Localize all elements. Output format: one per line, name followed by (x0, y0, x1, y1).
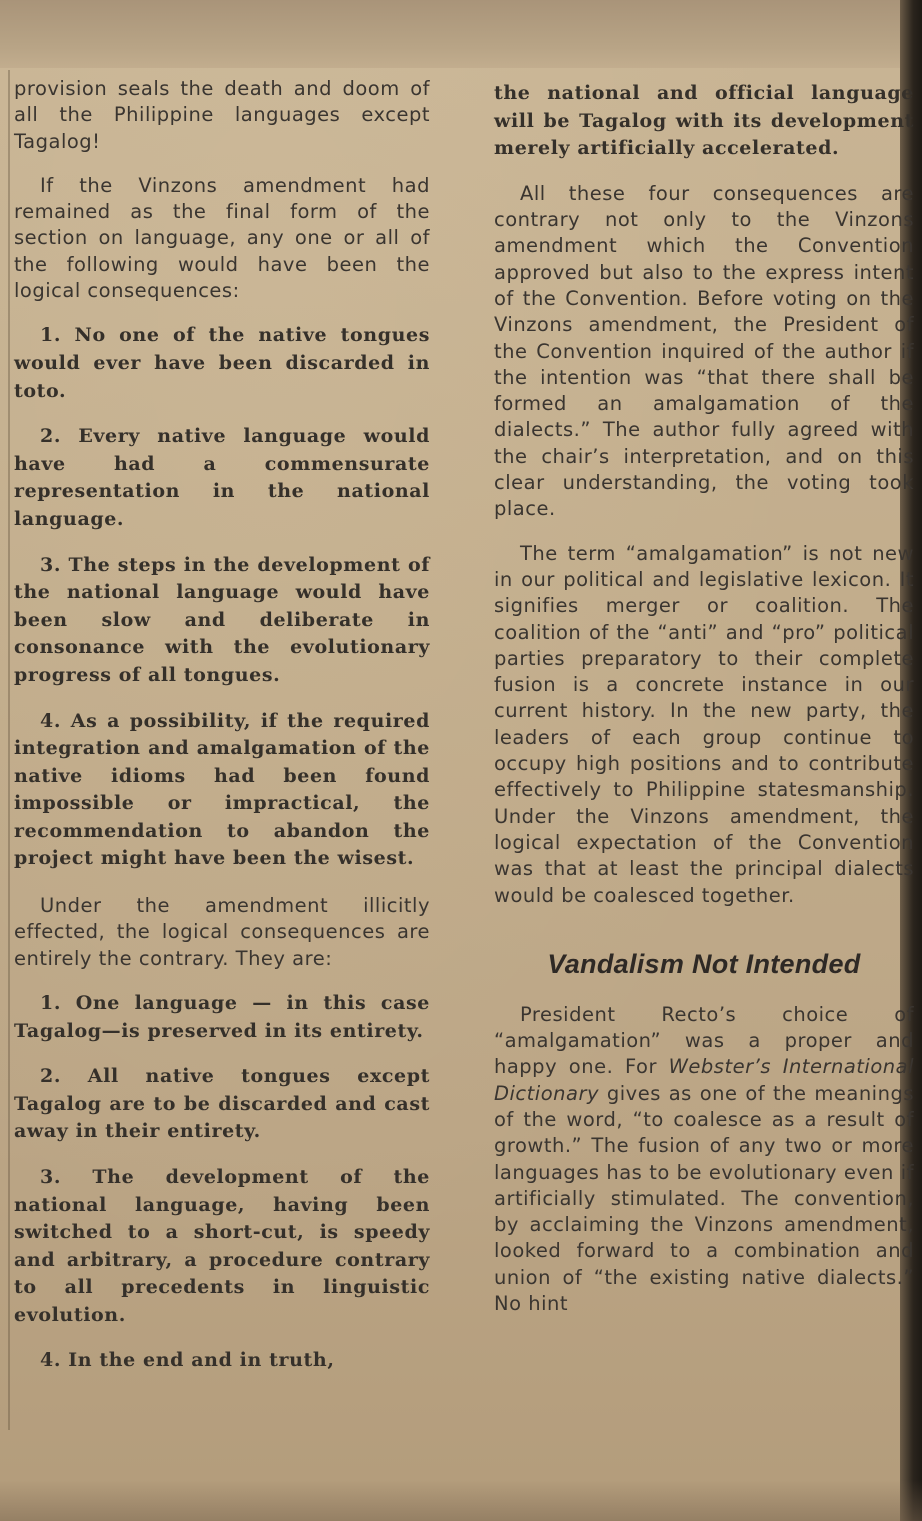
contrary-item: 4. In the end and in truth, (40, 1349, 335, 1372)
left-column (14, 76, 430, 1375)
consequence-item: 1. No one of the native tongues would ever have been discarded in toto. (14, 324, 430, 402)
under-amendment-paragraph: Under the amendment illicitly effected, the logical consequences are entirely the contrary. They are: (14, 894, 430, 970)
intro-paragraph: provision seals the death and doom of all the Philippine languages except Tagalog! (14, 77, 430, 153)
bottom-paper-edge (0, 1480, 922, 1521)
left-margin-rule (8, 70, 10, 1430)
consequence-item: 4. As a possibility, if the required integration and amalgamation of the native idioms had been found impossible or impractical, the recommendation to abandon the project might have been the wisest. (14, 709, 430, 870)
section-heading: Vandalism Not Intended (547, 948, 861, 979)
dictionary-title: Webster’s International Dictionary (494, 1055, 914, 1105)
president-text-b: gives as one of the meanings of the word, “to coalesce as a result of growth.” The fusion of any two or more languages has to be evolutionary even if artificially stimulated. The convention, by acclaiming the Vinzons amendment, looked forward to a combination and union of “the existing native dialects.” No hint (494, 1081, 914, 1316)
contrary-item: 3. The development of the national language, having been switched to a short-cut, is speedy and arbitrary, a procedure contrary to all precedents in linguistic evolution. (14, 1165, 430, 1326)
consequence-item: 2. Every native language would have had a commensurate representation in the national language. (14, 425, 430, 530)
consequence-item: 3. The steps in the development of the national language would have been slow and deliberate in consonance with the evolutionary progress of all tongues. (14, 553, 430, 686)
if-paragraph: If the Vinzons amendment had remained as the final form of the section on language, any one or all of the following would have been the logical consequences: (14, 173, 430, 303)
amalgamation-term-paragraph: The term “amalgamation” is not new in our political and legislative lexicon. It signifies merger or coalition. The coalition of the “anti” and “pro” political parties preparatory to their complete fusion is a concrete instance in our current history. In the new party, the leaders of each group continue to occupy high positions and to contribute effectively to Philippine statesmanship. Under the Vinzons amendment, the logical expectation of the Convention was that at least the principal dialects would be coalesced together. (494, 541, 914, 907)
contrary-item: 2. All native tongues except Tagalog are to be discarded and cast away in their entirety. (14, 1065, 430, 1143)
contrary-item: 1. One language — in this case Tagalog—is preserved in its entirety. (14, 991, 430, 1042)
continuation-paragraph: the national and official language will be Tagalog with its development merely artificially accelerated. (494, 82, 914, 160)
president-text-a: President Recto’s choice of “amalgamation” was a proper and happy one. For (494, 1002, 914, 1079)
top-paper-strip (0, 0, 922, 68)
four-consequences-paragraph: All these four consequences are contrary not only to the Vinzons amendment which the Convention approved but also to the express intent of the Convention. Before voting on the Vinzons amendment, the President of the Convention inquired of the author if the intention was “that there shall be formed an amalgamation of the dialects.” The author fully agreed with the chair’s interpretation, and on this clear understanding, the voting took place. (494, 181, 914, 521)
right-column (494, 80, 914, 1317)
president-choice-paragraph (494, 1002, 914, 1318)
